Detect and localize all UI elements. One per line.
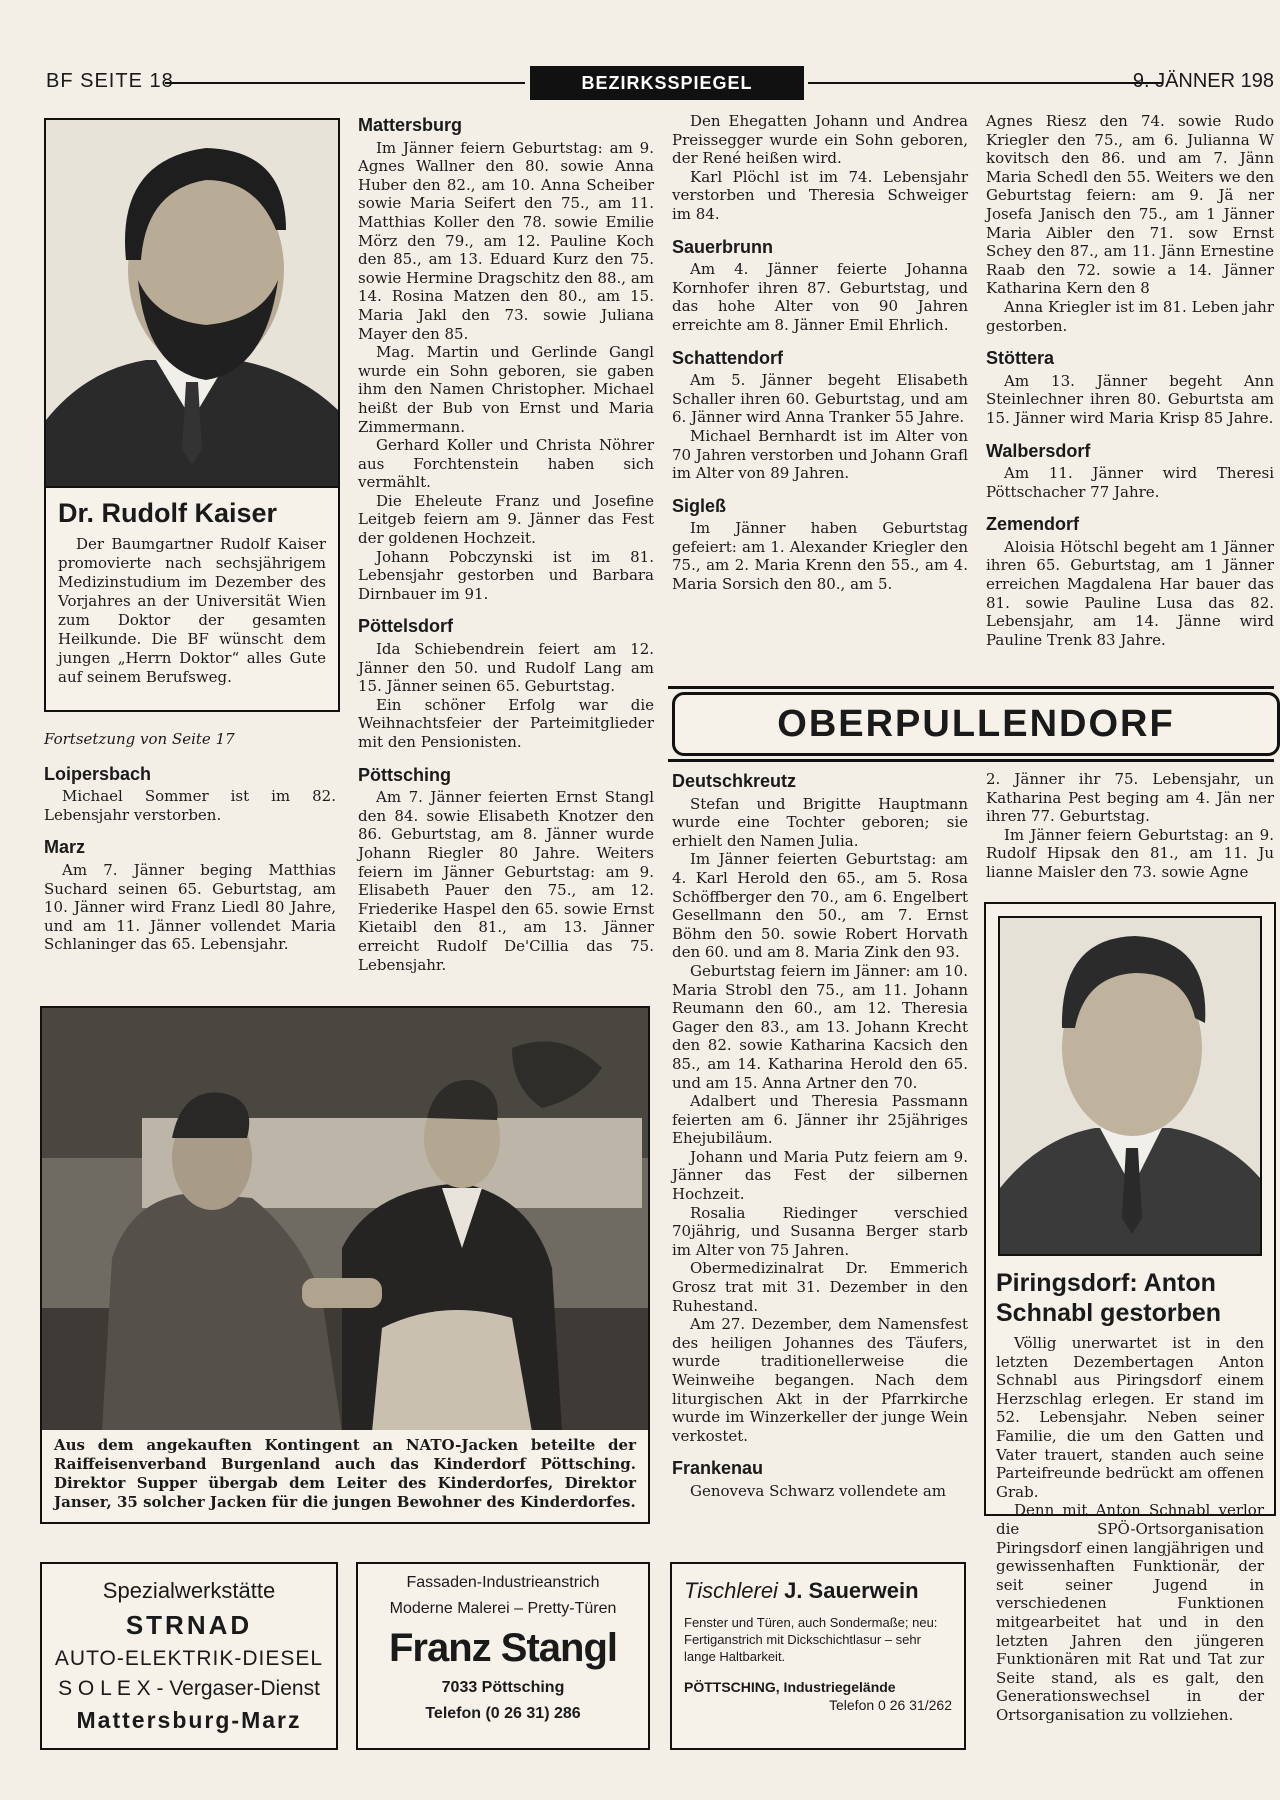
text-walbersdorf: Am 11. Jänner wird Theresi Pöttschacher 77 Jahre. (986, 464, 1274, 501)
ad-strnad-line1: Spezialwerkstätte (102, 1578, 276, 1603)
column-6-top (986, 770, 1274, 881)
text-mattersburg-3: Gerhard Koller und Christa Nöhrer aus Forchtenstein haben sich vermählt. (358, 436, 654, 492)
text-deutschkreutz-2: Im Jänner feierten Geburtstag: am 4. Karl Herold den 65., am 5. Rosa Schöffberger den 70., am 6. Engelbert Gesellmann den 50., am 7. Ernst Böhm den 50. sowie Robert Horvath den 60. und am 8. Maria Zink den 93. (672, 850, 968, 962)
ad-sauerwein-line1a: Tischlerei (684, 1578, 778, 1603)
nato-caption: Aus dem angekauften Kontingent an NATO-Jacken beteilte der Raiffeisenverband Burgenland auch das Kinderdorf Pöttsching. Direktor Supper übergab dem Leiter des Kinderdorfes, Direktor Janser, 35 solcher Jacken für die jungen Bewohner des Kinderdorfes. (54, 1436, 636, 1511)
text-poettelsdorf-1: Ida Schiebendrein feiert am 12. Jänner den 50. und Rudolf Lang am 15. Jänner seinen 65. Geburtstag. (358, 640, 654, 696)
ad-sauerwein-line4: Telefon 0 26 31/262 (829, 1697, 952, 1713)
header-rule-right (808, 82, 1163, 84)
text-zemendorf: Aloisia Hötschl begeht am 1 Jänner ihren 65. Geburtstag, am 1 Jänner erreichen Magdalena Har bauer das 81. sowie Pauline Lusa das 82. Lebensjahr, am 14. Jänne wird Pauline Trenk 83 Jahre. (986, 537, 1274, 649)
nato-photo (40, 1006, 650, 1434)
text-col4-2: Anna Kriegler ist im 81. Leben jahr gestorben. (986, 297, 1274, 335)
ad-stangl-line1: Fassaden-Industrieanstrich (406, 1574, 600, 1591)
schnabl-text (996, 1334, 1264, 1724)
text-deutschkreutz-3: Geburtstag feiern im Jänner: am 10. Maria Strobl den 75., am 11. Johann Reumann den 60., am 12. Theresia Gager den 83., am 13. Johann Krecht den 82. sowie Katharina Kacsich den 85., am 14. Katharina Herold den 65. und am 15. Anna Artner den 70. (672, 961, 968, 1092)
heading-marz: Marz (44, 837, 86, 858)
text-mattersburg-1: Im Jänner feiern Geburtstag: am 9. Agnes Wallner den 80. sowie Anna Huber den 82., am 10. Anna Scheiber sowie Maria Seifert den 75., am 11. Matthias Koller den 78. sowie Emilie Mörz den 79., am 12. Pauline Koch den 85., am 13. Eduard Kurz den 75. sowie Hermine Dragschitz den 88., am 14. Rosina Matzen den 80., am 15. Maria Jakl den 73. sowie Juliana Mayer den 85. (358, 138, 654, 343)
text-mattersburg-5: Johann Pobczynski ist im 81. Lebensjahr gestorben und Barbara Dirnbauer im 91. (358, 547, 654, 603)
ad-strnad-line5: Mattersburg-Marz (76, 1707, 302, 1733)
heading-deutschkreutz: Deutschkreutz (672, 771, 797, 791)
text-schattendorf-1: Am 5. Jänner begeht Elisabeth Schaller ihren 60. Geburtstag, und am 6. Jänner wird Anna Tranker 55 Jahre. (672, 371, 968, 427)
text-col3-1: Den Ehegatten Johann und Andrea Preissegger wurde ein Sohn geboren, der René heißen wird. (672, 112, 968, 168)
nato-caption-box (40, 1430, 650, 1524)
text-deutschkreutz-5: Johann und Maria Putz feiern am 9. Jänner das Fest der silbernen Hochzeit. (672, 1147, 968, 1204)
text-col4-1: Agnes Riesz den 74. sowie Rudo Kriegler den 75., am 6. Julianna W kovitsch den 86. und am 7. Jänn Maria Schedl den 55. Weiters we den Geburtstag feiern: am 9. Jä ner Josefa Janisch den 75., am 1 Jänner Maria Aibler den 71. sow Ernst Schey den 87., am 11. Jänn Ernestine Raab den 72. sowie a 14. Jänner Katharina Kern den 8 (986, 112, 1274, 298)
kaiser-caption-box (44, 486, 340, 712)
text-schnabl-2: Denn mit Anton Schnabl verlor die SPÖ-Ortsorganisation Piringsdorf einen langjährigen und gewissenhaften Funktionär, der seit seiner Jugend in verschiedenen Funktionen mitgearbeitet hat und in den letzten Jahren den jüngeren Funktionären mit Rat und Tat zur Seite stand, als es galt, den Generationswechsel in der Ortsorganisation zu vollziehen. (996, 1501, 1264, 1724)
kaiser-text: Der Baumgartner Rudolf Kaiser promovierte nach sechsjährigem Medizinstudium im Dezember des Vorjahres an der Universität Wien zum Doktor der gesamten Heilkunde. Die BF wünscht dem jungen „Herrn Doktor“ alles Gute auf seinem Berufsweg. (58, 535, 326, 686)
header-rule-left (165, 82, 525, 84)
heading-frankenau: Frankenau (672, 1458, 764, 1479)
text-col6-2: Im Jänner feiern Geburtstag: an 9. Rudolf Hipsak den 81., am 11. Ju lianne Maisler den 73. sowie Agne (986, 825, 1274, 881)
page-number: BF SEITE 18 (46, 70, 174, 92)
ad-strnad (40, 1562, 338, 1750)
heading-sigless: Sigleß (672, 495, 727, 516)
ad-sauerwein (670, 1562, 966, 1750)
text-poettsching: Am 7. Jänner feierten Ernst Stangl den 84. sowie Elisabeth Knotzer den 86. Geburtstag, am 8. Jänner wurde Johann Riegler 80 Jahre. Weiters feiern im Jänner Geburtstag: am 9. Elisabeth Pauer den 75., am 12. Friederike Haspel den 65. sowie Ernst Kietaibl den 81., am 13. Jänner erreicht Rudolf De'Cillia das 75. Lebensjahr. (358, 788, 654, 974)
ad-stangl-line3: Franz Stangl (388, 1626, 618, 1670)
text-marz: Am 7. Jänner beging Matthias Suchard seinen 65. Geburtstag, am 10. Jänner wird Franz Liedl 80 Jahre, und am 11. Jänner vollendet Maria Schlaninger das 65. Lebensjahr. (44, 860, 336, 954)
portrait-image (1000, 918, 1260, 1254)
district-banner: OBERPULLENDORF (672, 692, 1280, 756)
text-stoettera: Am 13. Jänner begeht Ann Steinlechner ihren 80. Geburtsta am 15. Jänner wird Maria Krisp 85 Jahre. (986, 371, 1274, 427)
page-header (40, 62, 1274, 102)
ad-stangl-line4: 7033 Pöttsching (441, 1679, 565, 1696)
text-poettelsdorf-2: Ein schöner Erfolg war die Weihnachtsfeier der Parteimitglieder mit den Pensionisten. (358, 695, 654, 751)
issue-date: 9. JÄNNER 198 (1132, 70, 1274, 92)
text-mattersburg-4: Die Eheleute Franz und Josefine Leitgeb feiern am 9. Jänner das Fest der goldenen Hochzeit. (358, 491, 654, 548)
text-schattendorf-2: Michael Bernhardt ist im Alter von 70 Jahren verstorben und Johann Grafl im Alter von 89 Jahren. (672, 426, 968, 483)
section-title: BEZIRKSSPIEGEL (530, 66, 804, 100)
ad-sauerwein-line3: PÖTTSCHING, Industriegelände (684, 1679, 896, 1695)
heading-sauerbrunn: Sauerbrunn (672, 236, 774, 257)
ad-stangl (356, 1562, 650, 1750)
text-frankenau: Genoveva Schwarz vollendete am (690, 1481, 947, 1500)
ad-strnad-line3: AUTO-ELEKTRIK-DIESEL (54, 1647, 324, 1670)
continued-note: Fortsetzung von Seite 17 (44, 730, 235, 748)
ad-stangl-line2: Moderne Malerei – Pretty-Türen (389, 1600, 617, 1617)
text-col6-1: 2. Jänner ihr 75. Lebensjahr, un Katharina Pest beging am 4. Jän ner ihren 77. Geburtstag. (986, 770, 1274, 826)
ad-strnad-line2: STRNAD (125, 1610, 253, 1640)
column-3 (672, 112, 968, 594)
heading-poettsching: Pöttsching (358, 764, 451, 785)
text-sauerbrunn: Am 4. Jänner feierte Johanna Kornhofer ihren 87. Geburtstag, und das hohe Alter von 90 Jahren erreichte am 8. Jänner Emil Ehrlich. (672, 260, 968, 334)
text-deutschkreutz-8: Am 27. Dezember, dem Namensfest des heiligen Johannes des Täufers, wurde traditionellerweise die Weinweihe begangen. Nach dem liturgischen Akt in der Pfarrkirche wurde im Winzerkeller der junge Wein verkostet. (672, 1315, 968, 1445)
heading-mattersburg: Mattersburg (358, 115, 463, 135)
heading-stoettera: Stöttera (986, 348, 1055, 369)
heading-loipersbach: Loipersbach (44, 763, 152, 784)
text-deutschkreutz-7: Obermedizinalrat Dr. Emmerich Grosz trat mit 31. Dezember in den Ruhestand. (672, 1259, 968, 1315)
schnabl-box (984, 902, 1276, 1724)
text-sigless: Im Jänner haben Geburtstag gefeiert: am 1. Alexander Kriegler den 75., am 2. Maria Krenn den 55., am 4. Maria Sorsich den 80., am 5. (672, 519, 968, 594)
schnabl-photo (998, 916, 1262, 1256)
text-deutschkreutz-6: Rosalia Riedinger verschied 70jährig, und Susanna Berger starb im Alter von 75 Jahren. (672, 1203, 968, 1259)
text-deutschkreutz-4: Adalbert und Theresia Passmann feierten am 6. Jänner ihr 25jähriges Ehejubiläum. (672, 1092, 968, 1148)
heading-poettelsdorf: Pöttelsdorf (358, 616, 454, 637)
column-1 (44, 730, 336, 954)
column-2 (358, 112, 654, 974)
portrait-image (46, 120, 338, 486)
heading-walbersdorf: Walbersdorf (986, 440, 1091, 461)
schnabl-title: Piringsdorf: Anton Schnabl gestorben (996, 1269, 1222, 1327)
ad-sauerwein-line1b: J. Sauerwein (784, 1578, 919, 1603)
text-mattersburg-2: Mag. Martin und Gerlinde Gangl wurde ein Sohn geboren, sie gaben ihm den Namen Christopher. Michael heißt der Bub von Ernst und Maria Zimmermann. (358, 343, 654, 436)
column-5 (672, 770, 968, 1501)
ad-stangl-line5: Telefon (0 26 31) 286 (425, 1705, 581, 1722)
kaiser-photo (44, 118, 340, 488)
column-4 (986, 112, 1274, 672)
text-loipersbach: Michael Sommer ist im 82. Lebensjahr verstorben. (44, 787, 336, 824)
text-col3-2: Karl Plöchl ist im 74. Lebensjahr verstorben und Theresia Schweiger im 84. (672, 167, 968, 223)
text-deutschkreutz-1: Stefan und Brigitte Hauptmann wurde eine Tochter geboren; sie erhielt den Namen Julia. (672, 794, 968, 850)
kaiser-name: Dr. Rudolf Kaiser (58, 498, 278, 528)
heading-zemendorf: Zemendorf (986, 514, 1080, 535)
handshake-image (42, 1008, 648, 1432)
ad-strnad-line4: S O L E X - Vergaser-Dienst (58, 1677, 320, 1700)
heading-schattendorf: Schattendorf (672, 347, 784, 368)
ad-sauerwein-line2: Fenster und Türen, auch Sondermaße; neu: Fertiganstrich mit Dickschichtlasur – sehr lange Haltbarkeit. (684, 1615, 938, 1664)
text-schnabl-1: Völlig unerwartet ist in den letzten Dezembertagen Anton Schnabl aus Piringsdorf einem Herzschlag erlegen. Er stand im 52. Lebensjahr. Neben seiner Familie, die um den Gatten und Vater trauert, standen auch seine Parteifreunde bedrückt am offenen Grab. (996, 1334, 1264, 1501)
